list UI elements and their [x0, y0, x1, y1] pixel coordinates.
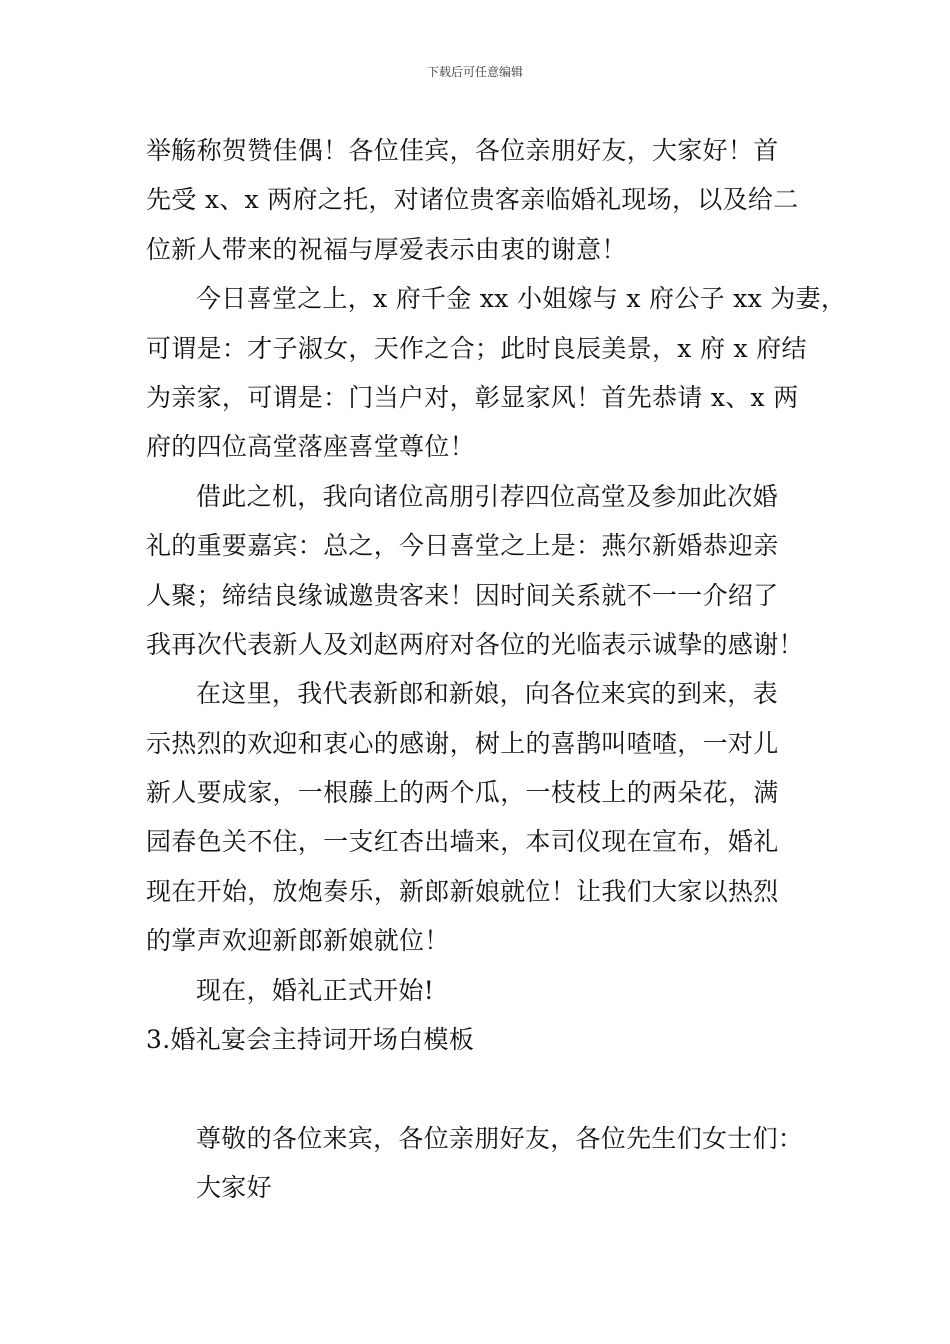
text-line: 在这里，我代表新郎和新娘，向各位来宾的到来，表	[196, 679, 778, 709]
text-line: 今日喜堂之上，x 府千金 xx 小姐嫁与 x 府公子 xx 为妻，	[196, 284, 847, 314]
blank-line	[146, 1064, 826, 1113]
text-line: 尊敬的各位来宾，各位亲朋好友，各位先生们女士们：	[196, 1123, 804, 1153]
text-line: 3.婚礼宴会主持词开场白模板	[146, 1025, 475, 1055]
text-line: 借此之机，我向诸位高朋引荐四位高堂及参加此次婚	[196, 481, 778, 511]
text-line: 大家好	[196, 1173, 272, 1203]
text-line: 示热烈的欢迎和衷心的感谢，树上的喜鹊叫喳喳，一对儿	[146, 728, 779, 758]
text-line: 人聚；缔结良缘诚邀贵客来！因时间关系就不一一介绍了	[146, 580, 779, 610]
text-line: 位新人带来的祝福与厚爱表示由衷的谢意！	[146, 234, 627, 264]
text-line: 的掌声欢迎新郎新娘就位！	[146, 926, 450, 956]
text-line: 礼的重要嘉宾：总之，今日喜堂之上是：燕尔新婚恭迎亲	[146, 531, 779, 561]
text-line: 举觞称贺赞佳偶！各位佳宾，各位亲朋好友，大家好！首	[146, 136, 779, 165]
text-line: 我再次代表新人及刘赵两府对各位的光临表示诚挚的感谢！	[146, 629, 804, 659]
text-line: 可谓是：才子淑女，天作之合；此时良辰美景，x 府 x 府结	[146, 333, 807, 363]
text-line: 府的四位高堂落座喜堂尊位！	[146, 432, 475, 462]
text-line: 现在开始，放炮奏乐，新郎新娘就位！让我们大家以热烈	[146, 876, 779, 906]
text-line: 先受 x、x 两府之托，对诸位贵客亲临婚礼现场，以及给二	[146, 185, 799, 215]
text-line: 新人要成家，一根藤上的两个瓜，一枝枝上的两朵花，满	[146, 778, 779, 808]
page-header-note: 下载后可任意编辑	[426, 65, 523, 79]
text-line: 为亲家，可谓是：门当户对，彰显家风！首先恭请 x、x 两	[146, 382, 799, 412]
document-body	[146, 126, 847, 1213]
text-line: 园春色关不住，一支红杏出墙来，本司仪现在宣布，婚礼	[146, 827, 779, 857]
text-line: 现在，婚礼正式开始!	[196, 975, 435, 1005]
